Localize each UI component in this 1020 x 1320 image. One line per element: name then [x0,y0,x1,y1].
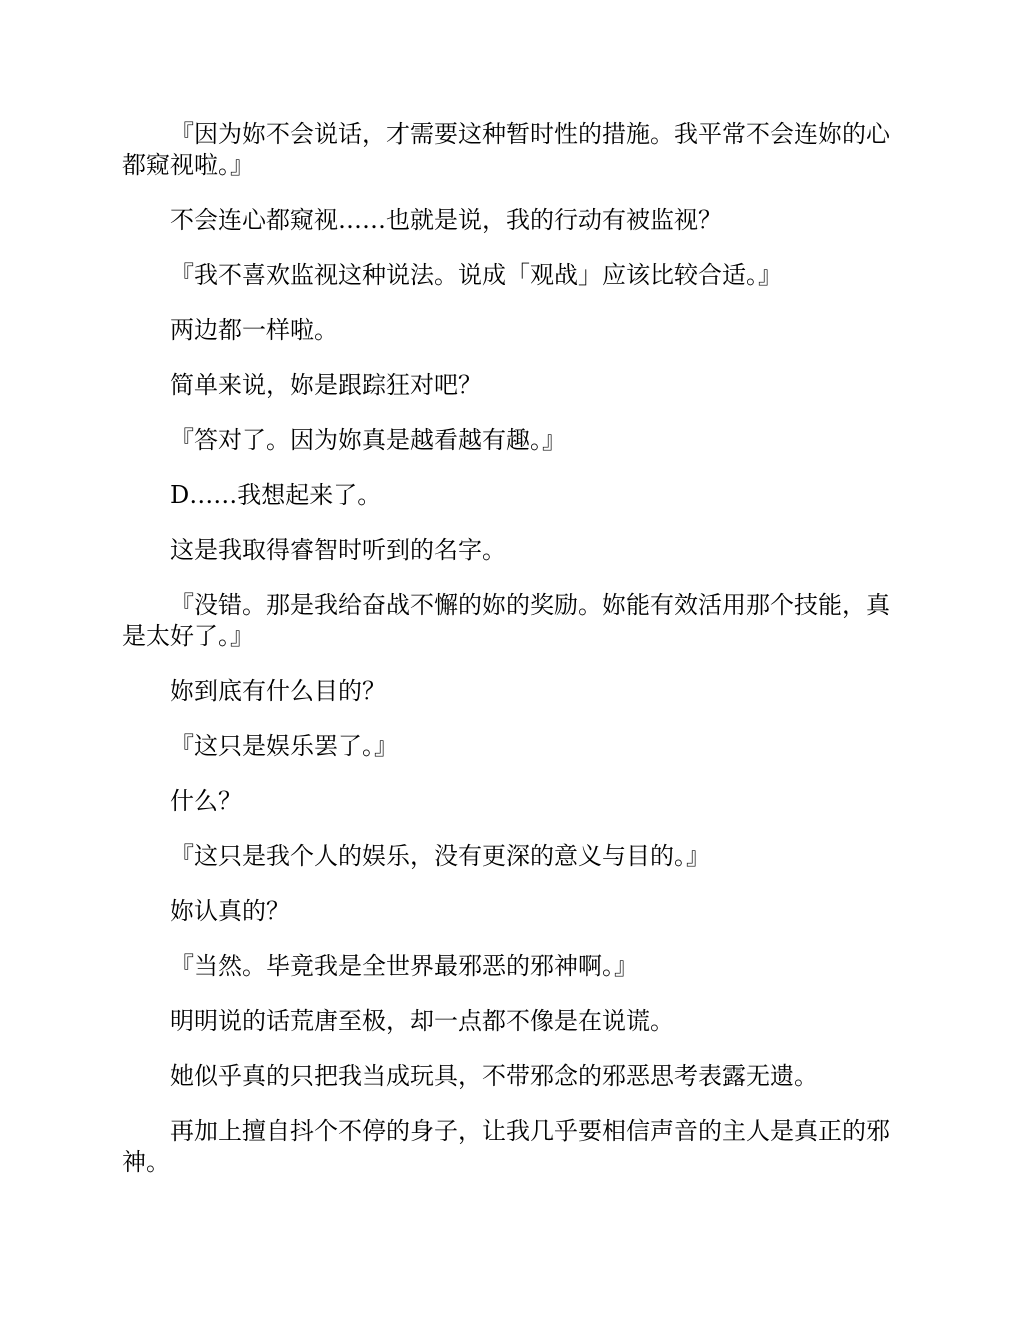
paragraph: 两边都一样啦。 [170,316,338,344]
paragraph: 什么？ [170,787,242,815]
paragraph: 『没错。那是我给奋战不懈的妳的奖励。妳能有效活用那个技能，真是太好了。』 [122,591,890,650]
paragraph: D……我想起来了。 [170,481,382,509]
paragraph: 『这只是娱乐罢了。』 [170,732,398,760]
paragraph: 这是我取得睿智时听到的名字。 [170,536,506,564]
paragraph: 妳认真的？ [170,897,290,925]
text-body [122,119,898,1202]
paragraph: 『我不喜欢监视这种说法。说成「观战」应该比较合适。』 [170,261,782,289]
paragraph: 再加上擅自抖个不停的身子，让我几乎要相信声音的主人是真正的邪神。 [122,1117,890,1176]
paragraph: 简单来说，妳是跟踪狂对吧？ [170,371,482,399]
paragraph: 『这只是我个人的娱乐，没有更深的意义与目的。』 [170,842,710,870]
paragraph: 明明说的话荒唐至极，却一点都不像是在说谎。 [170,1007,674,1035]
paragraph: 『因为妳不会说话，才需要这种暂时性的措施。我平常不会连妳的心都窥视啦。』 [122,120,890,179]
paragraph: 她似乎真的只把我当成玩具，不带邪念的邪恶思考表露无遗。 [170,1062,818,1090]
paragraph: 不会连心都窥视……也就是说，我的行动有被监视？ [170,206,722,234]
paragraph: 『当然。毕竟我是全世界最邪恶的邪神啊。』 [170,952,638,980]
paragraph: 妳到底有什么目的？ [170,677,386,705]
paragraph: 『答对了。因为妳真是越看越有趣。』 [170,426,566,454]
